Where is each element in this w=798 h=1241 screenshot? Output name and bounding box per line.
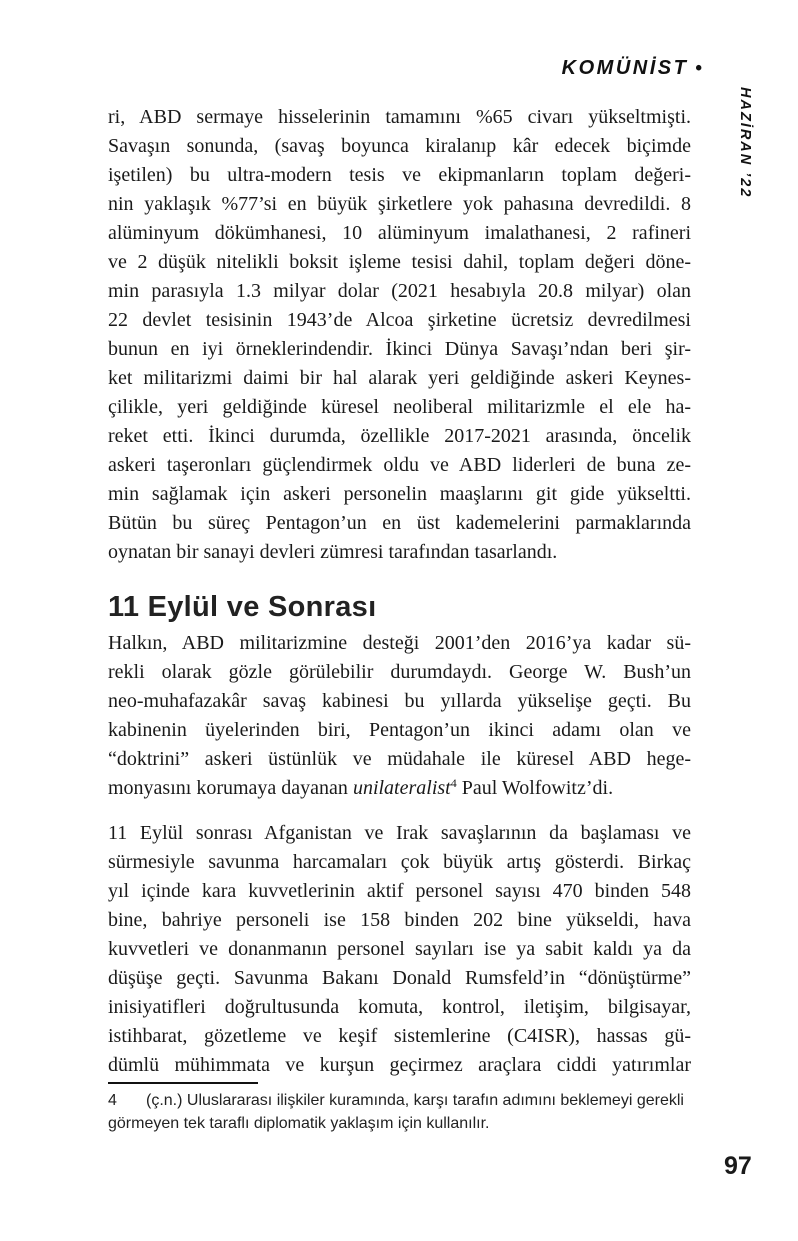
- text-line: 22 devlet tesisinin 1943’de Alcoa şirketine ücretsiz devredilmesi: [108, 309, 691, 331]
- text-line: bunun en iyi örneklerindendir. İkinci Dünya Savaşı’ndan beri şir-: [108, 338, 691, 360]
- text-line: yıl içinde kara kuvvetlerinin aktif personel sayısı 470 binden 548: [108, 880, 691, 902]
- footnote-divider: [108, 1082, 258, 1084]
- text-line: neo-muhafazakâr savaş kabinesi bu yıllarda yükselişe geçti. Bu: [108, 690, 691, 712]
- text-line: rekli olarak gözle görülebilir durumdaydı. George W. Bush’un: [108, 661, 691, 683]
- text-line: nin yaklaşık %77’si en büyük şirketlere yok pahasına devredildi. 8: [108, 193, 691, 215]
- paragraph: [108, 819, 691, 1080]
- journal-title: KOMÜNİST: [561, 57, 689, 79]
- footnote-marker: 4: [108, 1092, 117, 1109]
- footnote-reference: 4: [450, 776, 457, 790]
- text-line: istihbarat, gözetleme ve keşif sistemlerine (C4ISR), hassas gü-: [108, 1025, 691, 1047]
- paragraph: [108, 629, 691, 774]
- footnote-body: (ç.n.) Uluslararası ilişkiler kuramında, karşı tarafın adımını beklemeyi gerekli görmeyen tek taraflı diplomatik yaklaşım için kullanılır.: [108, 1092, 684, 1132]
- text-line: min sağlamak için askeri personelin maaşlarını git gide yükseltti.: [108, 483, 691, 505]
- text-line: dümlü mühimmata ve kurşun geçirmez araçlara ciddi yatırımlar: [108, 1054, 691, 1076]
- text-line: düşüşe geçti. Savunma Bakanı Donald Rumsfeld’in “dönüştürme”: [108, 967, 691, 989]
- text-line: ket militarizmi daimi bir hal alarak yeri geldiğinde askeri Keynes-: [108, 367, 691, 389]
- italic-term: unilateralist: [352, 777, 451, 799]
- paragraph-continued: [108, 103, 691, 567]
- text-line: Halkın, ABD militarizmine desteği 2001’den 2016’ya kadar sü-: [108, 632, 691, 654]
- footnote-text: [108, 1089, 691, 1135]
- bullet-icon: •: [695, 58, 702, 79]
- text-line: kabinenin üyelerinden biri, Pentagon’un ikinci adamı olan ve: [108, 719, 691, 741]
- text-line: Bütün bu süreç Pentagon’un en üst kademelerini parmaklarında: [108, 512, 691, 534]
- text-line: reket etti. İkinci durumda, özellikle 2017-2021 arasında, öncelik: [108, 425, 691, 447]
- text-line: bine, bahriye personeli ise 158 binden 202 bine yükseldi, hava: [108, 909, 691, 931]
- issue-date-vertical: HAZİRAN ’22: [737, 87, 753, 199]
- article-content: [108, 103, 691, 1135]
- footnote: [108, 1082, 691, 1135]
- text-line: alüminyum dökümhanesi, 10 alüminyum imalathanesi, 2 rafineri: [108, 222, 691, 244]
- text-line: işetilen) bu ultra-modern tesis ve ekipmanların toplam değeri-: [108, 164, 691, 186]
- text-line: oynatan bir sanayi devleri zümresi tarafından tasarlandı.: [108, 541, 558, 563]
- text-line: [108, 774, 691, 803]
- text-line: ve 2 düşük nitelikli boksit işleme tesisi dahil, toplam değeri döne-: [108, 251, 691, 273]
- text-line: sürmesiyle savunma harcamaları çok büyük artış gösterdi. Birkaç: [108, 851, 691, 873]
- running-header: [562, 57, 702, 80]
- text-line: min parasıyla 1.3 milyar dolar (2021 hesabıyla 20.8 milyar) olan: [108, 280, 691, 302]
- text-line: ri, ABD sermaye hisselerinin tamamını %65 civarı yükseltmişti.: [108, 106, 691, 128]
- text-segment: Paul Wolfowitz’di.: [456, 777, 614, 799]
- text-segment: monyasını korumaya dayanan: [108, 777, 353, 799]
- section-heading: 11 Eylül ve Sonrası: [108, 591, 377, 623]
- text-line: kuvvetleri ve donanmanın personel sayıları ise ya sabit kaldı ya da: [108, 938, 691, 960]
- text-line: çilikle, yeri geldiğinde küresel neoliberal militarizmle el ele ha-: [108, 396, 691, 418]
- text-line: inisiyatifleri doğrultusunda komuta, kontrol, iletişim, bilgisayar,: [108, 996, 691, 1018]
- text-line: “doktrini” askeri üstünlük ve müdahale ile küresel ABD hege-: [108, 748, 691, 770]
- text-line: askeri taşeronları güçlendirmek oldu ve ABD liderleri de buna ze-: [108, 454, 691, 476]
- text-line: Savaşın sonunda, (savaş boyunca kiralanıp kâr edecek biçimde: [108, 135, 691, 157]
- page-number: 97: [724, 1152, 752, 1180]
- text-line: 11 Eylül sonrası Afganistan ve Irak savaşlarının da başlaması ve: [108, 822, 691, 844]
